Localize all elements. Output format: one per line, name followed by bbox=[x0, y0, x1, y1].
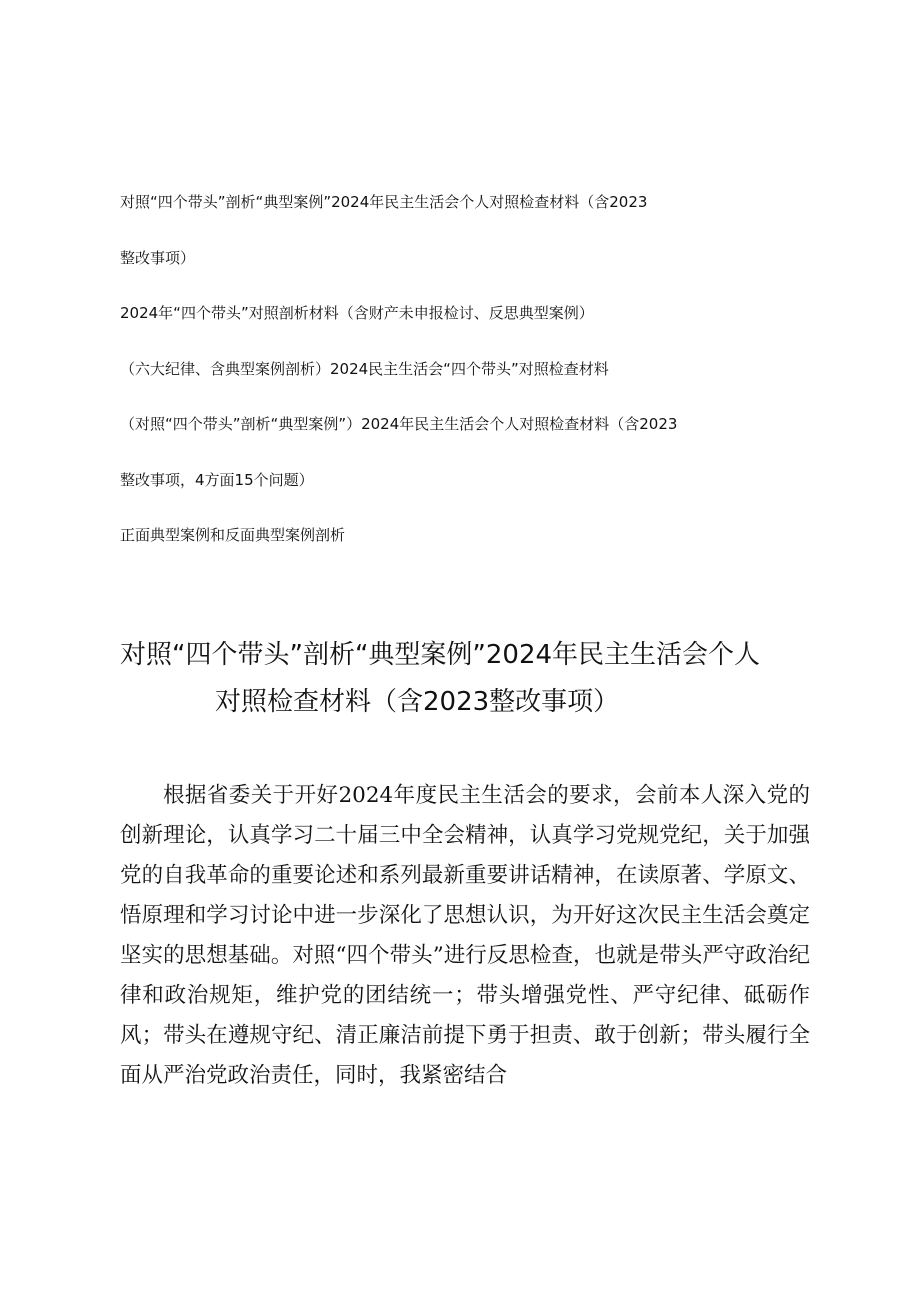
toc-item-3[interactable]: （六大纪律、含典型案例剖析）2024民主生活会“四个带头”对照检查材料 bbox=[120, 360, 609, 378]
toc-item-4-continued[interactable]: 整改事项，4方面15个问题） bbox=[120, 471, 314, 489]
toc-item-4[interactable]: （对照“四个带头”剖析“典型案例”）2024年民主生活会个人对照检查材料（含2023 bbox=[120, 415, 678, 433]
document-title-line-2: 对照检查材料（含2023整改事项） bbox=[215, 687, 620, 717]
toc-item-5[interactable]: 正面典型案例和反面典型案例剖析 bbox=[120, 526, 346, 544]
toc-item-2[interactable]: 2024年“四个带头”对照剖析材料（含财产未申报检讨、反思典型案例） bbox=[120, 304, 594, 322]
body-paragraph: 根据省委关于开好2024年度民主生活会的要求，会前本人深入党的创新理论，认真学习二十届三中全会精神，认真学习党规党纪，关于加强党的自我革命的重要论述和系列最新重要讲话精神，在读原著、学原文、悟原理和学习讨论中进一步深化了思想认识，为开好这次民主生活会奠定坚实的思想基础。对照“四个带头”进行反思检查，也就是带头严守政治纪律和政治规矩，维护党的团结统一；带头增强党性、严守纪律、砥砺作风；带头在遵规守纪、清正廉洁前提下勇于担责、敢于创新；带头履行全面从严治党政治责任，同时，我紧密结合 bbox=[120, 783, 810, 1088]
document-title-line-1: 对照“四个带头”剖析“典型案例”2024年民主生活会个人 bbox=[120, 640, 761, 670]
toc-item-1-continued[interactable]: 整改事项） bbox=[120, 249, 196, 267]
toc-item-1[interactable]: 对照“四个带头”剖析“典型案例”2024年民主生活会个人对照检查材料（含2023 bbox=[120, 193, 648, 211]
